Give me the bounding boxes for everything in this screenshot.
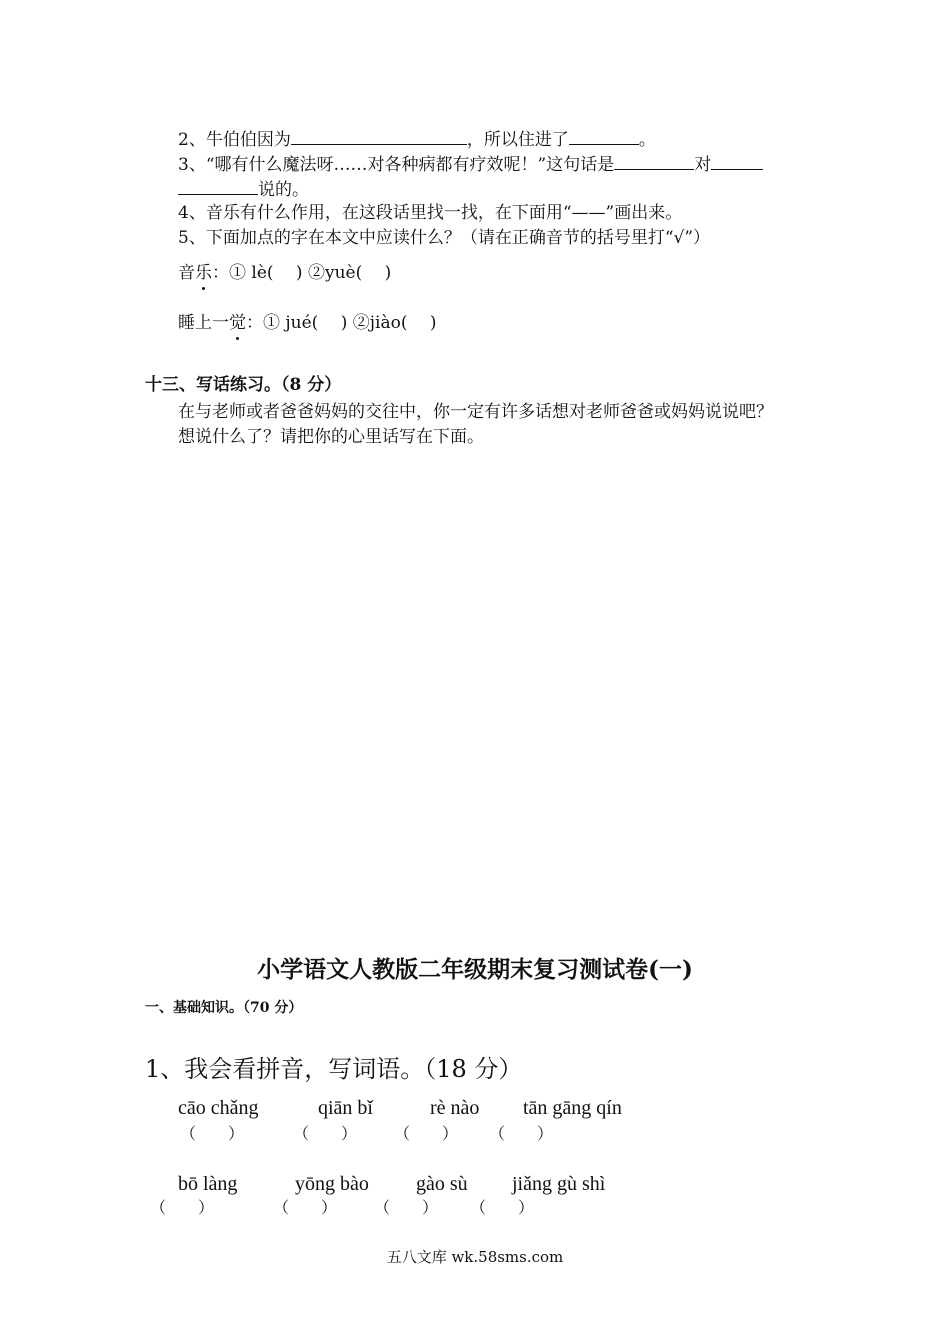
footer-watermark: 五八文库 wk.58sms.com xyxy=(386,1248,564,1266)
answer-parentheses[interactable]: （ ） xyxy=(470,1198,535,1217)
question-3-text-c: 说的。 xyxy=(258,180,309,200)
dotted-char: 觉 xyxy=(229,313,246,333)
answer-parentheses[interactable]: （ ） xyxy=(293,1124,358,1143)
answer-blank[interactable] xyxy=(569,128,639,145)
question-3-text-a: 3、“哪有什么魔法呀……对各种病都有疗效呢！”这句话是 xyxy=(178,155,615,175)
pinyin-item: bō làng xyxy=(178,1173,238,1195)
question-2 xyxy=(178,128,656,150)
question-2-text-b: ，所以住进了 xyxy=(466,130,569,150)
pinyin-item: gào sù xyxy=(416,1173,468,1195)
pinyin-item: jiǎng gù shì xyxy=(512,1173,606,1195)
question-5: 5、下面加点的字在本文中应读什么？（请在正确音节的括号里打“√”） xyxy=(178,228,711,248)
item-a-options: ：① lè( ) ②yuè( ) xyxy=(212,263,392,283)
pinyin-item: cāo chǎng xyxy=(178,1097,259,1119)
item-b-pre: 睡上一 xyxy=(178,313,229,333)
question-3-line-1 xyxy=(178,153,763,175)
answer-parentheses[interactable]: （ ） xyxy=(489,1124,554,1143)
question-5-item-b xyxy=(178,313,437,333)
question-4: 4、音乐有什么作用，在这段话里找一找，在下面用“——”画出来。 xyxy=(178,203,683,223)
answer-blank[interactable] xyxy=(614,153,694,170)
section-13-prompt-2: 想说什么了？请把你的心里话写在下面。 xyxy=(178,427,484,447)
question-5-item-a xyxy=(178,263,391,283)
question-3-line-2 xyxy=(178,178,309,200)
item-a-pre: 音 xyxy=(178,263,195,283)
question-3-text-b: 对 xyxy=(694,155,712,175)
pinyin-item: rè nào xyxy=(430,1097,480,1119)
dotted-char: 乐 xyxy=(195,263,212,283)
exam-title: 小学语文人教版二年级期末复习测试卷(一) xyxy=(257,956,693,983)
pinyin-item: yōng bào xyxy=(295,1173,369,1195)
answer-blank[interactable] xyxy=(291,128,467,145)
pinyin-item: qiān bǐ xyxy=(318,1097,373,1119)
question-2-text-c: 。 xyxy=(638,130,656,150)
answer-parentheses[interactable]: （ ） xyxy=(374,1198,439,1217)
part-1-heading: 一、基础知识。（70 分） xyxy=(145,1000,303,1016)
answer-blank[interactable] xyxy=(178,178,258,195)
section-13-heading: 十三、写话练习。（8 分） xyxy=(145,375,342,395)
answer-parentheses[interactable]: （ ） xyxy=(180,1124,245,1143)
question-1-heading: 1、我会看拼音，写词语。（18 分） xyxy=(145,1055,523,1083)
question-2-text-a: 2、牛伯伯因为 xyxy=(178,130,291,150)
section-13-prompt-1: 在与老师或者爸爸妈妈的交往中，你一定有许多话想对老师爸爸或妈妈说说吧？ xyxy=(178,402,773,422)
answer-parentheses[interactable]: （ ） xyxy=(150,1198,215,1217)
pinyin-item: tān gāng qín xyxy=(523,1097,622,1119)
answer-blank[interactable] xyxy=(711,153,763,170)
answer-parentheses[interactable]: （ ） xyxy=(273,1198,338,1217)
item-b-options: ：① jué( ) ②jiào( ) xyxy=(246,313,437,333)
answer-parentheses[interactable]: （ ） xyxy=(394,1124,459,1143)
